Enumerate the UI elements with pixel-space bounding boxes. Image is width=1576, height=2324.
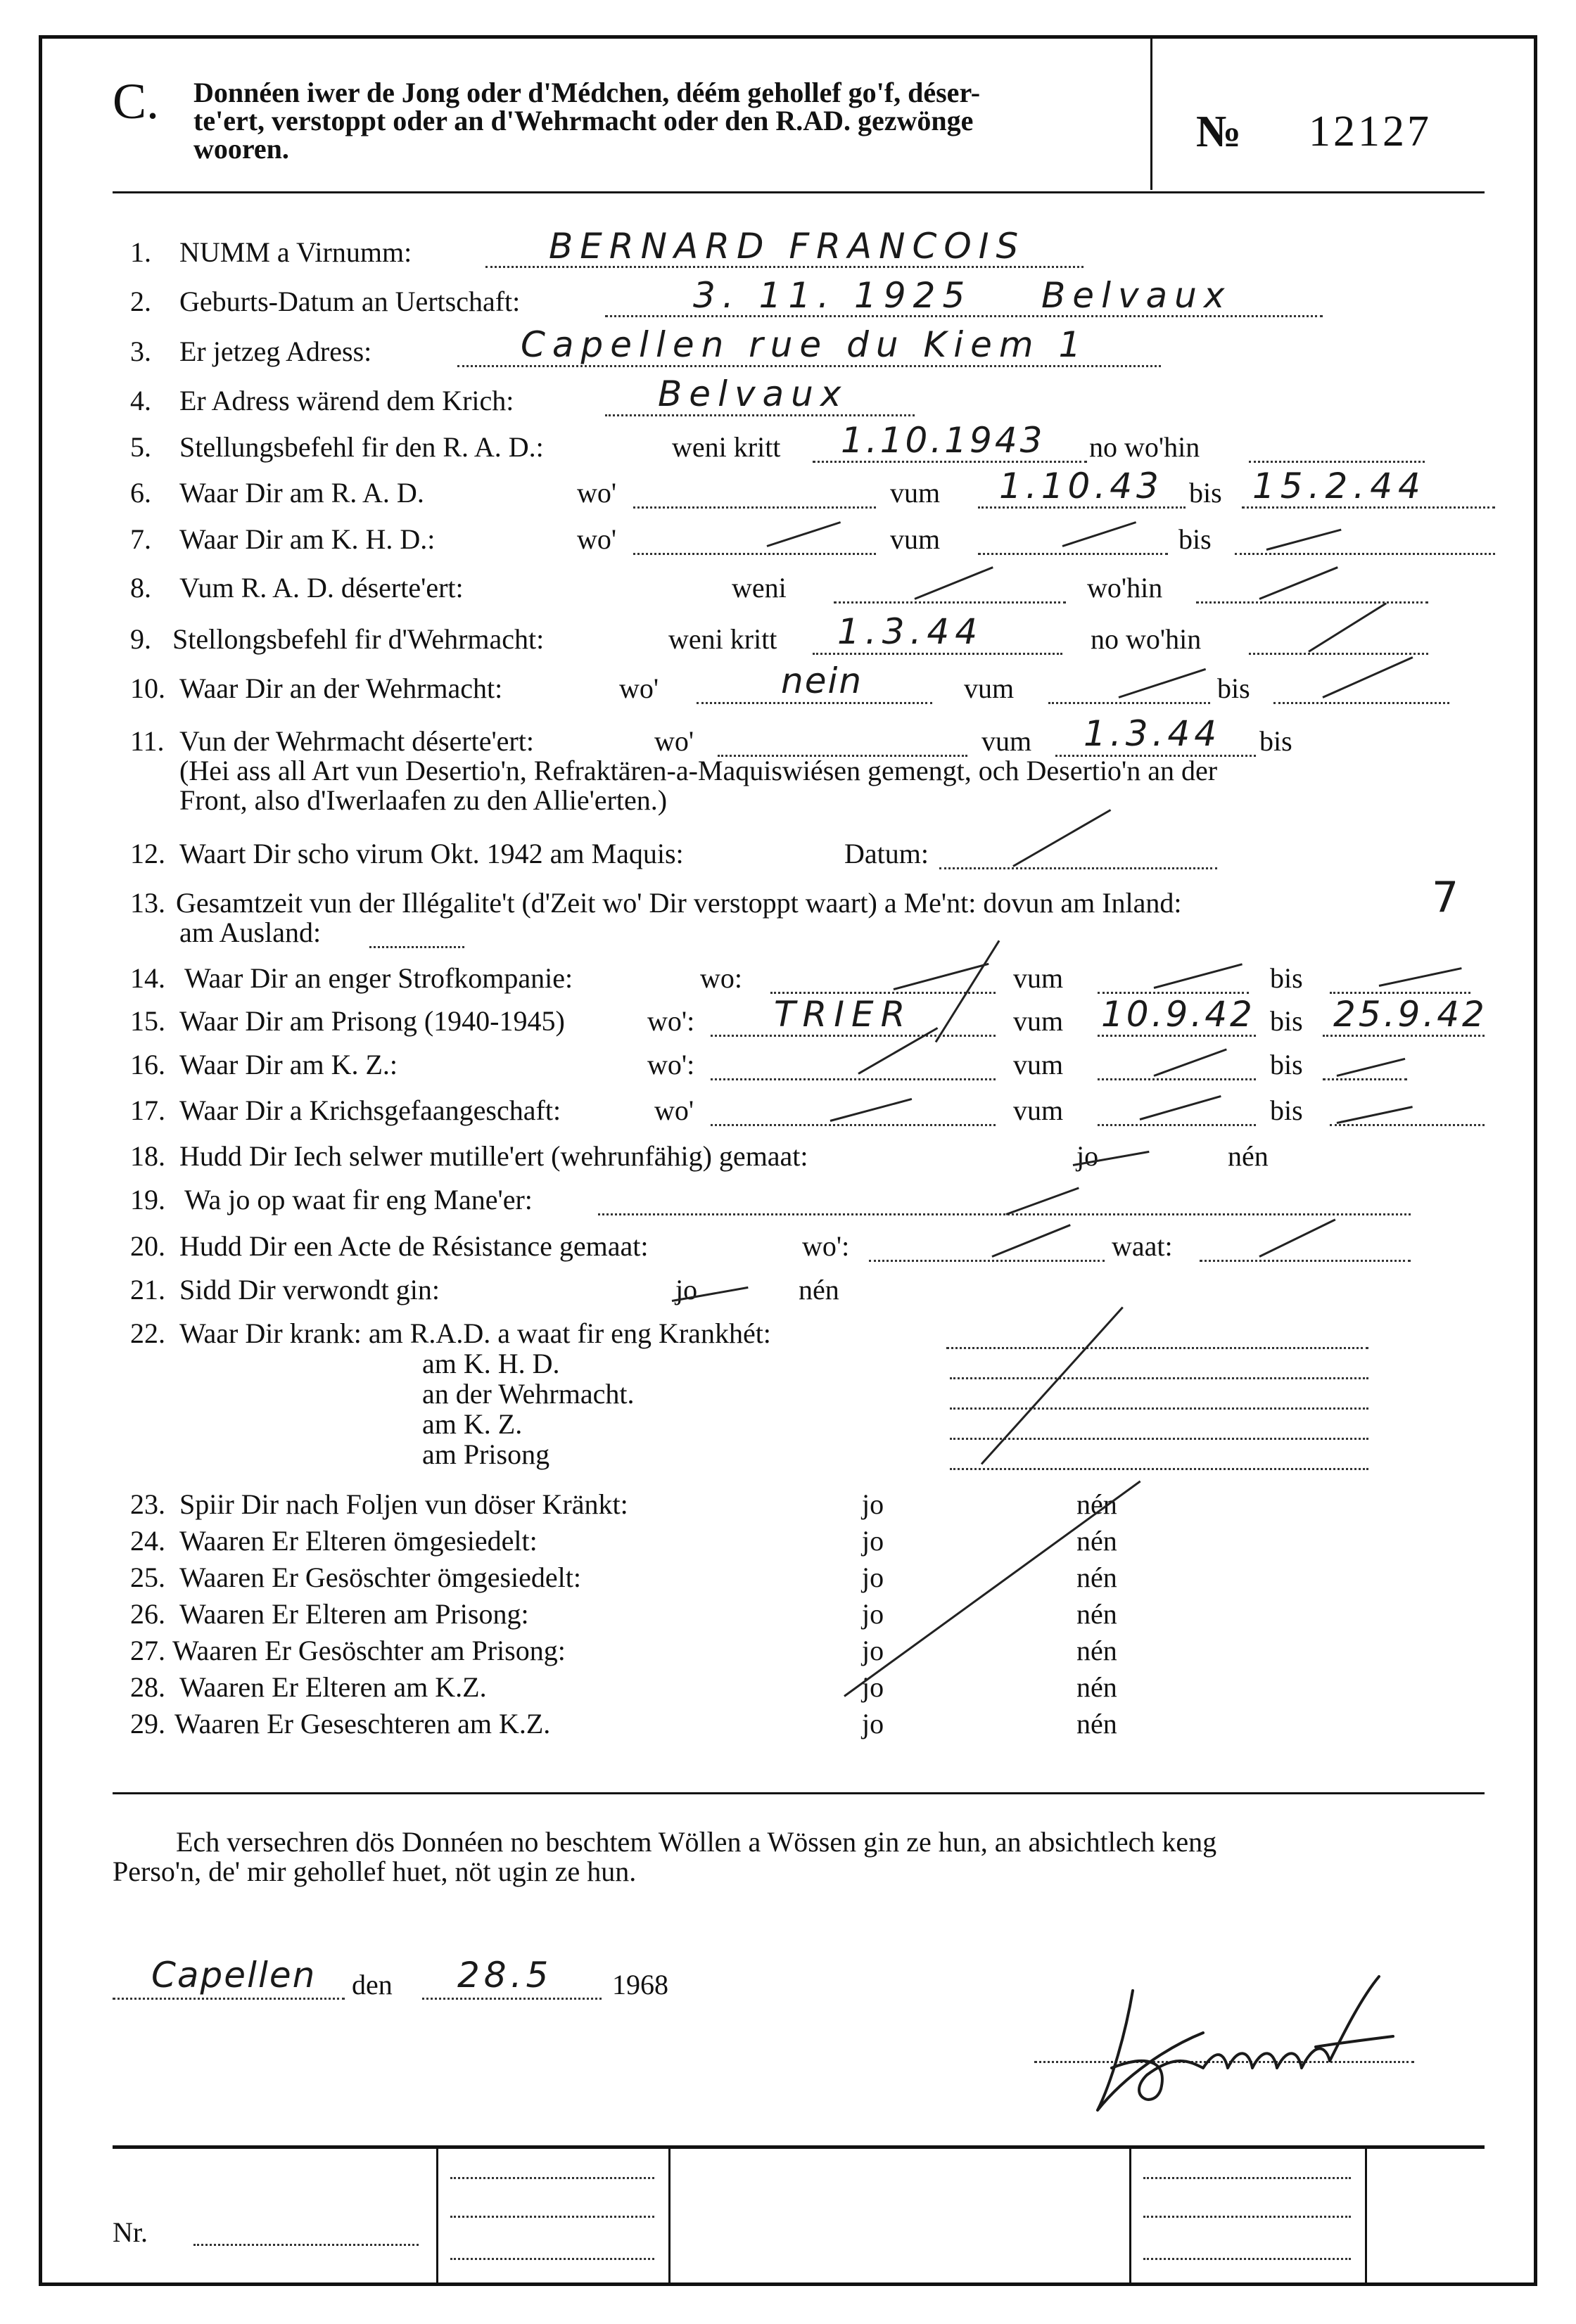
prison-to-value: 25.9.42 xyxy=(1333,994,1487,1035)
date-label: Datum: xyxy=(844,838,929,869)
item-sublabel: am K. H. D. xyxy=(422,1348,560,1379)
item-number: 17. xyxy=(130,1094,165,1126)
item-number: 22. xyxy=(130,1317,165,1349)
item-number: 9. xyxy=(130,623,151,655)
yes-option: jo xyxy=(862,1598,884,1630)
item-note: (Hei ass all Art vun Desertio'n, Refraktären-a-Maquiswiésen gemengt, och Desertio'n an der xyxy=(179,755,1218,786)
den-label: den xyxy=(352,1969,393,2000)
wehrmacht-order-date: 1.3.44 xyxy=(837,611,984,652)
item-label: Hudd Dir een Acte de Résistance gemaat: xyxy=(179,1230,649,1262)
fill-line xyxy=(1323,1078,1407,1080)
yes-option: jo xyxy=(862,1671,884,1703)
from-label: vum xyxy=(1013,962,1064,994)
fill-line xyxy=(711,1035,996,1037)
fill-line xyxy=(1098,1078,1256,1080)
item-sublabel: am K. Z. xyxy=(422,1408,523,1440)
item-number: 8. xyxy=(130,572,151,604)
item-label: Sidd Dir verwondt gin: xyxy=(179,1274,440,1305)
fill-line xyxy=(813,653,1062,655)
from-label: vum xyxy=(1013,1094,1064,1126)
item-label: Waar Dir am K. Z.: xyxy=(179,1049,398,1080)
fill-line xyxy=(1235,553,1495,555)
fill-line xyxy=(950,1438,1368,1440)
footer-divider xyxy=(668,2145,671,2282)
item-number: 26. xyxy=(130,1598,165,1630)
fill-line xyxy=(1048,702,1210,704)
fill-line xyxy=(369,946,464,948)
to-label: bis xyxy=(1270,962,1303,994)
item-number: 15. xyxy=(130,1005,165,1037)
fill-line xyxy=(450,2216,654,2218)
item-label: Spiir Dir nach Foljen vun döser Kränkt: xyxy=(179,1488,628,1520)
yes-option: jo xyxy=(862,1488,884,1520)
fill-line xyxy=(1196,601,1428,604)
item-label: Hudd Dir Iech selwer mutille'ert (wehrunfähig) gemaat: xyxy=(179,1140,808,1172)
fill-line xyxy=(834,601,1066,604)
fill-line xyxy=(633,506,876,509)
item-number: 1. xyxy=(130,236,151,268)
fill-line xyxy=(813,461,1087,463)
fill-line xyxy=(1273,702,1449,704)
where-label: wo'hin xyxy=(1087,572,1163,604)
inland-months-value: 7 xyxy=(1432,873,1466,922)
yes-option: jo xyxy=(862,1708,884,1739)
item-label: Waar Dir am R. A. D. xyxy=(179,477,424,509)
fill-line xyxy=(950,1468,1368,1470)
nr-label: Nr. xyxy=(113,2216,148,2248)
fill-line xyxy=(939,867,1217,869)
item-number: 5. xyxy=(130,431,151,463)
from-label: vum xyxy=(890,477,941,509)
item-number: 2. xyxy=(130,286,151,317)
item-note: Front, also d'Iwerlaafen zu den Allie'erten.) xyxy=(179,784,668,816)
no-option: nén xyxy=(1076,1598,1117,1630)
yes-option: jo xyxy=(1076,1140,1099,1172)
item-number: 25. xyxy=(130,1562,165,1593)
item-label: Waar Dir an enger Strofkompanie: xyxy=(184,962,573,994)
from-label: vum xyxy=(1013,1005,1064,1037)
item-number: 29. xyxy=(130,1708,165,1739)
fill-line xyxy=(950,1407,1368,1410)
item-number: 27. xyxy=(130,1635,165,1666)
fill-line xyxy=(1200,1260,1411,1262)
when-label: weni kritt xyxy=(672,431,781,463)
item-label: Waaren Er Elteren ömgesiedelt: xyxy=(179,1525,538,1557)
item-label: Waaren Er Geseschteren am K.Z. xyxy=(174,1708,551,1739)
item-label: Waar Dir krank: am R.A.D. a waat fir eng Krankhét: xyxy=(179,1317,771,1349)
when-label: weni xyxy=(732,572,787,604)
item-label: Waar Dir am K. H. D.: xyxy=(179,523,436,555)
place-line xyxy=(113,1998,345,2000)
what-label: waat: xyxy=(1112,1230,1173,1262)
yes-option: jo xyxy=(862,1525,884,1557)
item-label: Waar Dir am Prisong (1940-1945) xyxy=(179,1005,565,1037)
item-label: Waaren Er Elteren am Prisong: xyxy=(179,1598,529,1630)
signature-date-value: 28.5 xyxy=(457,1955,553,1996)
header-title-line1: Donnéen iwer de Jong oder d'Médchen, déém gehollef go'f, déser- xyxy=(193,77,981,108)
birth-place-value: Belvaux xyxy=(1041,275,1232,316)
current-address-value: Capellen rue du Kiem 1 xyxy=(521,324,1088,365)
fill-line xyxy=(457,365,1161,367)
to-label: bis xyxy=(1259,725,1292,757)
item-number: 21. xyxy=(130,1274,165,1305)
item-number: 6. xyxy=(130,477,151,509)
header-divider xyxy=(1150,39,1152,190)
signature-year: 1968 xyxy=(612,1969,668,2000)
item-label: Vun der Wehrmacht déserte'ert: xyxy=(179,725,534,757)
footer-top-rule xyxy=(113,2145,1485,2149)
date-line xyxy=(422,1998,602,2000)
item-label: Waar Dir a Krichsgefaangeschaft: xyxy=(179,1094,561,1126)
abroad-label: am Ausland: xyxy=(179,917,322,948)
fill-line xyxy=(978,506,1186,509)
yes-option: jo xyxy=(862,1635,884,1666)
item-label: Waaren Er Gesöschter am Prisong: xyxy=(172,1635,566,1666)
fill-line xyxy=(633,553,876,555)
item-label: Waart Dir scho virum Okt. 1942 am Maquis: xyxy=(179,838,684,869)
fill-line xyxy=(946,1347,1368,1349)
rad-to-value: 15.2.44 xyxy=(1252,466,1426,506)
item-number: 12. xyxy=(130,838,165,869)
declaration-line2: Perso'n, de' mir gehollef huet, nöt ugin ze hun. xyxy=(113,1856,637,1887)
prison-from-value: 10.9.42 xyxy=(1101,994,1255,1035)
from-label: vum xyxy=(1013,1049,1064,1080)
form-number: 12127 xyxy=(1309,108,1432,155)
to-label: bis xyxy=(1270,1049,1303,1080)
item-number: 14. xyxy=(130,962,165,994)
item-label: Stellongsbefehl fir d'Wehrmacht: xyxy=(172,623,545,655)
no-option: nén xyxy=(1076,1562,1117,1593)
item-number: 7. xyxy=(130,523,151,555)
handwritten-signature xyxy=(1084,1969,1407,2124)
where-label: wo' xyxy=(654,725,694,757)
where-label: wo': xyxy=(647,1005,695,1037)
item-number: 20. xyxy=(130,1230,165,1262)
from-label: vum xyxy=(981,725,1032,757)
footer-divider xyxy=(436,2145,438,2282)
wehrmacht-where-value: nein xyxy=(781,660,863,701)
header-title-line2: te'ert, verstoppt oder an d'Wehrmacht oder den R.AD. gezwönge xyxy=(193,105,974,136)
fill-line xyxy=(950,1377,1368,1379)
item-label: Er Adress wärend dem Krich: xyxy=(179,385,514,416)
item-label: Stellungsbefehl fir den R. A. D.: xyxy=(179,431,544,463)
number-sign: № xyxy=(1196,106,1242,156)
item-number: 23. xyxy=(130,1488,165,1520)
desertion-from-value: 1.3.44 xyxy=(1084,713,1221,754)
fill-line xyxy=(598,1213,1411,1215)
item-label: Wa jo op waat fir eng Mane'er: xyxy=(184,1184,533,1215)
where-label: wo' xyxy=(577,523,617,555)
yes-option: jo xyxy=(862,1562,884,1593)
when-label: weni kritt xyxy=(668,623,777,655)
item-label: Vum R. A. D. déserte'ert: xyxy=(179,572,464,604)
fill-line xyxy=(450,2258,654,2260)
fill-line xyxy=(1249,653,1428,655)
item-label: NUMM a Virnumm: xyxy=(179,236,412,268)
item-number: 24. xyxy=(130,1525,165,1557)
fill-line xyxy=(697,702,932,704)
to-label: bis xyxy=(1270,1005,1303,1037)
to-label: bis xyxy=(1189,477,1222,509)
where-label: wo': xyxy=(647,1049,695,1080)
item-sublabel: an der Wehrmacht. xyxy=(422,1378,635,1410)
birth-date-value: 3. 11. 1925 xyxy=(693,275,972,316)
fill-line xyxy=(450,2177,654,2179)
where-label: no wo'hin xyxy=(1089,431,1200,463)
name-value: BERNARD FRANCOIS xyxy=(549,226,1026,267)
item-number: 11. xyxy=(130,725,165,757)
fill-line xyxy=(1143,2258,1351,2260)
section-letter: C. xyxy=(113,73,160,129)
where-label: wo: xyxy=(700,962,742,994)
fill-line xyxy=(978,553,1168,555)
to-label: bis xyxy=(1178,523,1212,555)
no-option: nén xyxy=(1076,1671,1117,1703)
yes-option: jo xyxy=(675,1274,698,1305)
signature-place-value: Capellen xyxy=(151,1955,317,1996)
no-option: nén xyxy=(1076,1525,1117,1557)
item-number: 16. xyxy=(130,1049,165,1080)
fill-line xyxy=(1143,2177,1351,2179)
item-sublabel: am Prisong xyxy=(422,1438,550,1470)
where-label: wo' xyxy=(619,672,659,704)
fill-line xyxy=(605,414,915,416)
where-label: wo' xyxy=(654,1094,694,1126)
no-option: nén xyxy=(1076,1635,1117,1666)
item-label: Geburts-Datum an Uertschaft: xyxy=(179,286,521,317)
item-number: 10. xyxy=(130,672,165,704)
where-label: wo': xyxy=(802,1230,850,1262)
to-label: bis xyxy=(1217,672,1250,704)
item-label: Waaren Er Gesöschter ömgesiedelt: xyxy=(179,1562,581,1593)
fill-line xyxy=(1330,1124,1485,1126)
fill-line xyxy=(1242,506,1495,509)
fill-line xyxy=(1098,1124,1256,1126)
header-title-line3: wooren. xyxy=(193,133,289,165)
war-address-value: Belvaux xyxy=(658,374,849,414)
from-label: vum xyxy=(964,672,1015,704)
footer-divider xyxy=(1129,2145,1131,2282)
item-label: Waar Dir an der Wehrmacht: xyxy=(179,672,503,704)
from-label: vum xyxy=(890,523,941,555)
declaration-rule xyxy=(113,1792,1485,1794)
declaration-line1: Ech versechren dös Donnéen no beschtem Wöllen a Wössen gin ze hun, an absichtlech keng xyxy=(176,1826,1217,1858)
footer-divider xyxy=(1365,2145,1367,2282)
fill-line xyxy=(1323,1035,1485,1037)
fill-line xyxy=(711,1124,996,1126)
item-label: Gesamtzeit vun der Illégalite't (d'Zeit wo' Dir verstoppt waart) a Me'nt: dovun am Inland: xyxy=(176,887,1182,919)
no-option: nén xyxy=(799,1274,839,1305)
fill-line xyxy=(1249,461,1425,463)
item-number: 19. xyxy=(130,1184,165,1215)
rad-from-value: 1.10.43 xyxy=(999,466,1163,506)
nr-fill-line xyxy=(193,2244,419,2246)
item-number: 13. xyxy=(130,887,165,919)
item-label: Waaren Er Elteren am K.Z. xyxy=(179,1671,487,1703)
prison-where-value: TRIER xyxy=(774,994,913,1035)
item-label: Er jetzeg Adress: xyxy=(179,336,372,367)
header-rule xyxy=(113,191,1485,193)
where-label: wo' xyxy=(577,477,617,509)
no-option: nén xyxy=(1076,1708,1117,1739)
fill-line xyxy=(1098,1035,1256,1037)
item-number: 18. xyxy=(130,1140,165,1172)
no-option: nén xyxy=(1228,1140,1269,1172)
fill-line xyxy=(711,1078,996,1080)
rad-order-date: 1.10.1943 xyxy=(841,420,1046,461)
to-label: bis xyxy=(1270,1094,1303,1126)
no-option: nén xyxy=(1076,1488,1117,1520)
item-number: 28. xyxy=(130,1671,165,1703)
item-number: 4. xyxy=(130,385,151,416)
where-label: no wo'hin xyxy=(1091,623,1202,655)
item-number: 3. xyxy=(130,336,151,367)
fill-line xyxy=(1143,2216,1351,2218)
fill-line xyxy=(869,1260,1105,1262)
